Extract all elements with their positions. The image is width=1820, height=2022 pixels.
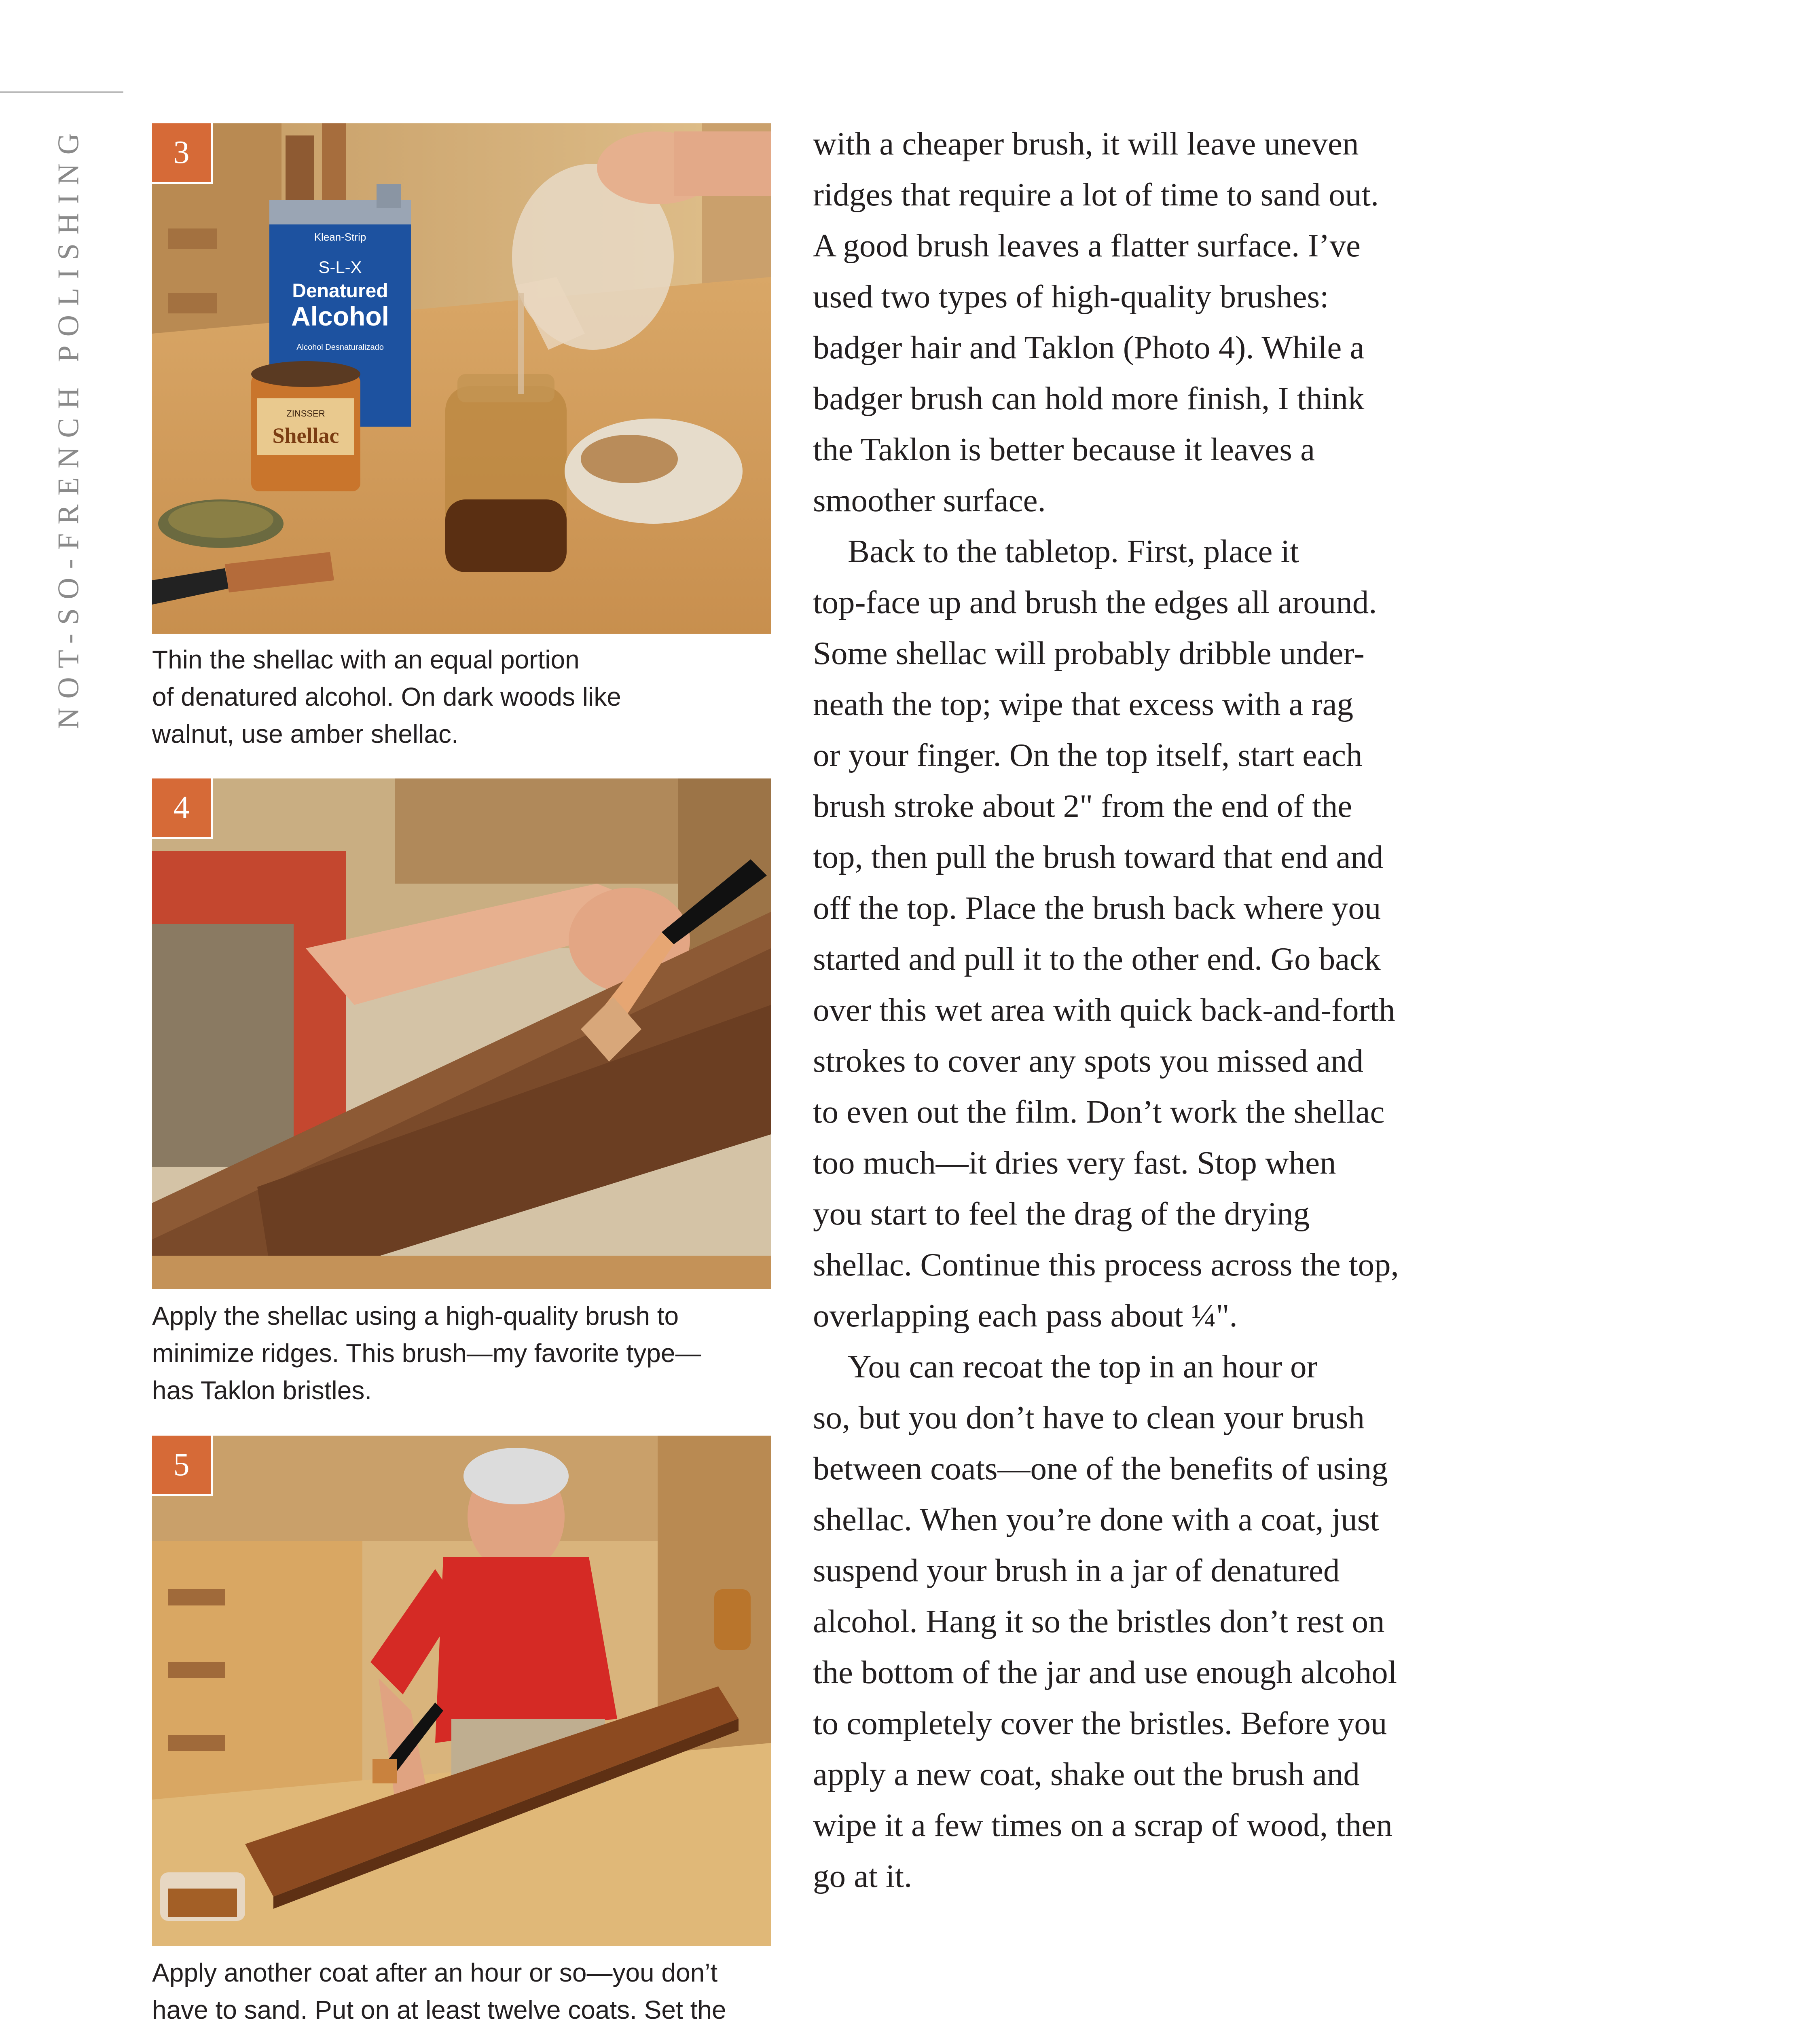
text-line: to even out the film. Don’t work the shellac [813,1093,1385,1130]
text-line: started and pull it to the other end. Go back [813,941,1381,977]
caption-line: Apply the shellac using a high-quality brush to [152,1301,679,1330]
text-line: with a cheaper brush, it will leave uneven [813,125,1359,162]
text-line: shellac. When you’re done with a coat, just [813,1501,1379,1538]
text-line: between coats—one of the benefits of using [813,1450,1388,1487]
caption-line: minimize ridges. This brush—my favorite type— [152,1339,701,1368]
photo-4-illustration [152,778,771,1289]
text-line: used two types of high-quality brushes: [813,278,1329,315]
caption-photo-5 [152,1954,783,2022]
photo-number-badge: 4 [152,778,213,839]
caption-photo-4 [152,1297,783,1409]
photo-number-badge: 5 [152,1436,213,1496]
text-line: to completely cover the bristles. Before you [813,1705,1387,1741]
paragraph-2 [813,526,1484,1341]
text-line: Back to the tabletop. First, place it [848,533,1299,569]
text-line: wipe it a few times on a scrap of wood, then [813,1807,1393,1843]
text-line: off the top. Place the brush back where you [813,890,1381,926]
photo-5-illustration [152,1436,771,1946]
photo-4 [152,778,771,1289]
caption-line: have to sand. Put on at least twelve coats. Set the [152,1995,726,2022]
text-line: so, but you don’t have to clean your brush [813,1399,1365,1436]
text-line: brush stroke about 2" from the end of the [813,788,1352,824]
can-small-text: Alcohol Desnaturalizado [296,343,384,352]
text-line: too much—it dries very fast. Stop when [813,1144,1336,1181]
text-line: suspend your brush in a jar of denatured [813,1552,1340,1588]
can-line2-text: Denatured [292,280,388,302]
photo-3 [152,123,771,634]
photo-3-illustration [152,123,771,634]
text-line: alcohol. Hang it so the bristles don’t rest on [813,1603,1385,1639]
text-line: the Taklon is better because it leaves a [813,431,1315,467]
text-line: overlapping each pass about ¼". [813,1297,1238,1334]
text-line: ridges that require a lot of time to sand out. [813,176,1379,213]
photo-5 [152,1436,771,1946]
caption-line: Thin the shellac with an equal portion [152,645,580,674]
shellac-brand-text: ZINSSER [286,408,325,419]
text-line: top-face up and brush the edges all around. [813,584,1377,620]
top-rule [0,91,123,93]
caption-line: has Taklon bristles. [152,1376,372,1405]
caption-photo-3 [152,641,783,753]
can-line3-text: Alcohol [291,301,389,331]
text-line: neath the top; wipe that excess with a rag [813,686,1354,722]
caption-line: Apply another coat after an hour or so—you don’t [152,1958,718,1987]
shellac-label-text: Shellac [272,423,339,448]
caption-line: of denatured alcohol. On dark woods like [152,682,621,711]
text-line: strokes to cover any spots you missed and [813,1043,1364,1079]
section-label: NOT-SO-FRENCH POLISHING [52,124,85,730]
body-text [813,118,1484,1901]
caption-line: walnut, use amber shellac. [152,719,459,749]
can-line1-text: S-L-X [318,258,362,277]
text-line: or your finger. On the top itself, start each [813,737,1363,773]
text-line: go at it. [813,1858,912,1894]
text-line: you start to feel the drag of the drying [813,1195,1310,1232]
text-line: apply a new coat, shake out the brush and [813,1756,1360,1792]
text-line: badger hair and Taklon (Photo 4). While a [813,329,1365,366]
photo-number-badge: 3 [152,123,213,184]
text-line: Some shellac will probably dribble under- [813,635,1365,671]
text-line: You can recoat the top in an hour or [848,1348,1318,1385]
text-line: A good brush leaves a flatter surface. I’ve [813,227,1361,264]
paragraph-1 [813,118,1484,526]
text-line: smoother surface. [813,482,1046,518]
text-line: the bottom of the jar and use enough alcohol [813,1654,1397,1690]
paragraph-3 [813,1341,1484,1901]
can-brand-text: Klean-Strip [314,231,366,243]
text-line: badger brush can hold more finish, I think [813,380,1365,417]
text-line: shellac. Continue this process across the top, [813,1246,1399,1283]
text-line: over this wet area with quick back-and-forth [813,992,1395,1028]
text-line: top, then pull the brush toward that end and [813,839,1384,875]
